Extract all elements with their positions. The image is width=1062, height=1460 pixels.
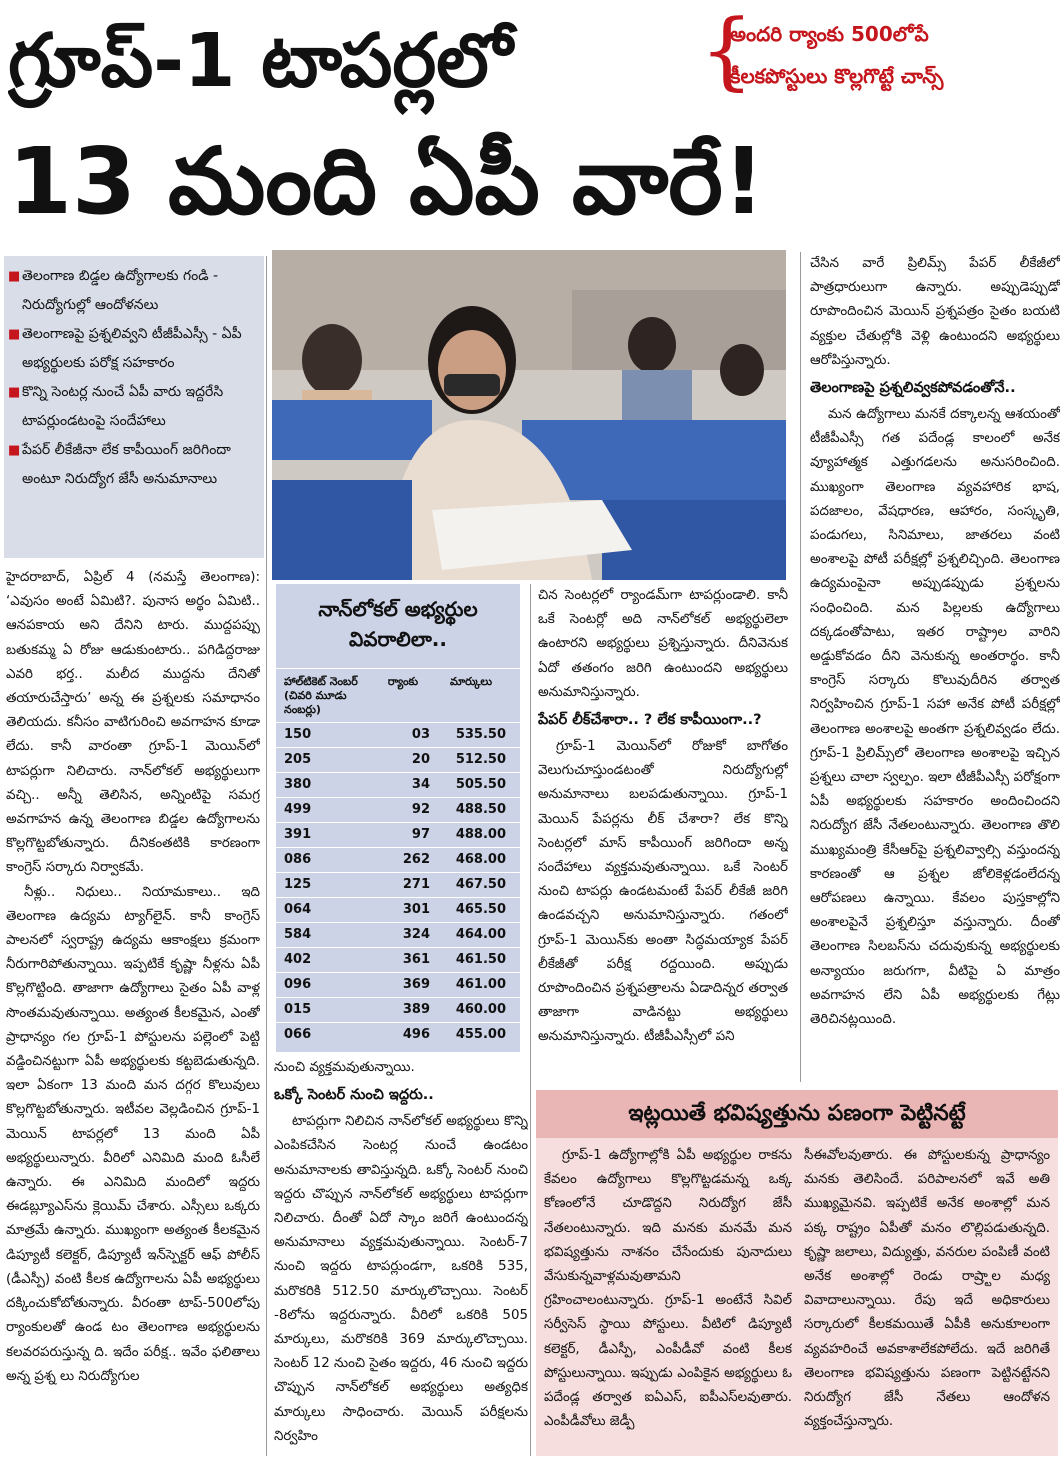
paragraph: మన ఉద్యోగాలు మనకే దక్కాలన్న ఆశయంతో టీజీపీఎస్సీ గత పదేండ్ల కాలంలో అనేక వ్యూహాత్మక ఎత్తుగడలను అనుసరించింది. ముఖ్యంగా తెలంగాణ వ్యవహారిక భాష, పదజాలం, వేషధారణ, ఆహారం, సంస్కృతి, పండుగలు, సినిమాలు, జాతరలు వంటి అంశాలపై పోటీ పరీక్షల్లో ప్రశ్నలిచ్చింది. తెలంగాణ ఉద్యమంపైనా అప్పుడప్పుడు ప్రశ్నలను సంధించింది. మన పిల్లలకు ఉద్యోగాలు దక్కడంతోపాటు, ఇతర రాష్ట్రాల వారిని అడ్డుకోవడం దీని వెనుకున్న అంతరార్థం. కానీ కాంగ్రెస్‌ సర్కారు కొలువుదీరిన తర్వాత నిర్వహించిన గ్రూప్‌-1 సహా అనేక పోటీ పరీక్షల్లో తెలంగాణ అంశాలపై అంతగా ప్రశ్నలివ్వడం లేదు. గ్రూప్‌-1 ప్రిలిమ్స్‌లో తెలంగాణ అంశాలపై ఇచ్చిన ప్రశ్నలు చాలా స్వల్పం. ఇలా టీజీపీఎస్సీ పరోక్షంగా ఏపీ అభ్యర్థులకు సహకారం అందించిందని నిరుద్యోగ జేసీ నేతలంటున్నారు. తెలంగాణ తొలి ముఖ్యమంత్రి కేసీఆర్‌పై ప్రశ్నలివ్వాల్సి వస్తుందన్న కారణంతో ఆ ప్రశ్నల జోలికెళ్లడంలేదన్న ఆరోపణలు ఉన్నాయి. కేవలం పుస్తకాల్లోని అంశాలపైనే ప్రశ్నలిస్తూ వస్తున్నారు. దీంతో తెలంగాణ సిలబస్‌ను చదువుకున్న అభ్యర్థులకు అన్యాయం జరుగగా, వీటిపై ఏ మాత్రం అవగాహన లేని ఏపీ అభ్యర్థులకు గేట్లు తెరిచినట్లయింది. [810, 407, 1060, 1028]
rank-cell: 271 [402, 877, 430, 892]
paragraph: చిన సెంటర్లలో ర్యాండమ్‌గా టాపర్లుండాలి. కానీ ఒకే సెంటర్లో అది నాన్‌లోకల్‌ అభ్యర్థులెలా ఉంటారని అభ్యర్థులు ప్రశ్నిస్తున్నారు. దీనివెనుక ఏదో తతంగం జరిగి ఉంటుందని అభ్యర్థులు అనుమానిస్తున్నారు. [538, 588, 788, 700]
paragraph: చేసిన వారే ప్రిలిమ్స్‌ పేపర్‌ లీకేజీలో పాత్రధారులుగా ఉన్నారు. అప్పుడెప్పుడో రూపొందించిన మెయిన్‌ ప్రశ్నపత్రం సైతం బయటి వ్యక్తుల చేతుల్లోకి వెళ్లి ఉంటుందని అభ్యర్థులు ఆరోపిస్తున్నారు. [810, 256, 1060, 368]
rank-cell: 324 [402, 927, 430, 942]
hallticket-cell: 015 [284, 1002, 312, 1017]
rank-cell: 97 [411, 827, 430, 842]
rank-cell: 34 [411, 777, 430, 792]
nonlocal-candidates-table [276, 584, 520, 1052]
paragraph: హైదరాబాద్‌, ఏప్రిల్‌ 4 (నమస్తే తెలంగాణ): ‘ఎవుసం అంటే ఏమిటి?. పునాస అర్థం ఏమిటి.. ఆనపకాయ అని దేనిని టారు. ముద్దపప్పు బతుకమ్మ ఏ రోజు ఆడుకుంటారు.. పగిడిద్దరాజు ఎవరి భర్త.. మలీద ముద్దను దేనితో తయారుచేస్తారు’ అన్న ఈ ప్రశ్నలకు సమాధానం తెలియదు. కనీసం వాటిగురించి అవగాహన కూడా లేదు. కానీ వారంతా గ్రూప్‌-1 మెయిన్‌లో టాపర్లుగా నిలిచారు. నాన్‌లోకల్‌ అభ్యర్థులుగా వచ్చి.. అన్నీ తెలిసిన, అన్నింటిపై సమగ్ర అవగాహన ఉన్న తెలంగాణ బిడ్డల ఉద్యోగాలను కొల్లగొట్టబోతున్నారు. దీనికంతటికి కారణంగా కాంగ్రెస్‌ సర్కారు నిర్వాకమే. [6, 570, 260, 876]
hallticket-cell: 380 [284, 777, 312, 792]
rank-cell: 496 [402, 1027, 430, 1042]
sidebar-box [536, 1090, 1058, 1456]
marks-cell: 488.00 [455, 827, 506, 842]
subheading: ఒక్కో సెంటర్‌ నుంచి ఇద్దరు.. [274, 1087, 434, 1104]
hallticket-cell: 066 [284, 1027, 312, 1042]
hallticket-cell: 205 [284, 752, 312, 767]
column-divider [266, 256, 267, 1456]
article-column-3 [538, 584, 788, 1084]
table-row [276, 772, 520, 797]
marks-cell: 535.50 [455, 727, 506, 742]
table-row [276, 847, 520, 872]
subheading: తెలంగాణపై ప్రశ్నలివ్వకపోవడంతోనే.. [810, 380, 1016, 397]
rank-cell: 20 [411, 752, 430, 767]
table-title: నాన్‌లోకల్‌ అభ్యర్థుల వివరాలిలా.. [318, 597, 478, 651]
hallticket-cell: 402 [284, 952, 312, 967]
marks-cell: 464.00 [455, 927, 506, 942]
hallticket-cell: 064 [284, 902, 312, 917]
photo-illustration [272, 250, 786, 580]
kicker-line-1: అందరి ర్యాంకు 500లోపే [730, 22, 929, 46]
marks-cell: 465.50 [455, 902, 506, 917]
marks-cell: 461.00 [455, 977, 506, 992]
headline-line-1: గ్రూప్‌-1 టాపర్లలో [8, 18, 513, 104]
article-column-4 [810, 252, 1060, 1084]
table-row [276, 997, 520, 1022]
table-row [276, 797, 520, 822]
table-row [276, 897, 520, 922]
marks-cell: 505.50 [455, 777, 506, 792]
bullet-icon: ■ [8, 443, 21, 458]
table-row [276, 972, 520, 997]
sidebar-box-column-1 [544, 1144, 792, 1450]
highlight-item [8, 320, 260, 378]
bullet-icon: ■ [8, 385, 21, 400]
table-row [276, 747, 520, 772]
table-row [276, 872, 520, 897]
col-header-marks: మార్కులు [449, 675, 493, 688]
column-divider [530, 584, 531, 1456]
headline-line-2: 13 మంది ఏపీ వారే! [8, 128, 765, 235]
table-row [276, 1022, 520, 1047]
marks-cell: 455.00 [455, 1027, 506, 1042]
table-body [276, 722, 520, 1047]
hallticket-cell: 086 [284, 852, 312, 867]
kicker-line-2: కీలకపోస్టులు కొల్లగొట్టే చాన్స్‌ [730, 64, 944, 88]
highlight-text: కొన్ని సెంటర్ల నుంచే ఏపీ వారు ఇద్దరేసి టాపర్లుండటంపై సందేహాలు [22, 384, 224, 429]
marks-cell: 461.50 [455, 952, 506, 967]
table-row [276, 922, 520, 947]
article-column-2 [274, 1056, 528, 1456]
exam-hall-photo [272, 250, 786, 580]
col-header-rank: ర్యాంకు [387, 675, 419, 688]
hallticket-cell: 150 [284, 727, 312, 742]
highlight-text: తెలంగాణపై ప్రశ్నలివ్వని టీజీపీఎస్సీ - ఏపీ అభ్యర్థులకు పరోక్ష సహకారం [22, 326, 242, 371]
hallticket-cell: 584 [284, 927, 312, 942]
paragraph: టాపర్లుగా నిలిచిన నాన్‌లోకల్‌ అభ్యర్థులు కొన్ని ఎంపికచేసిన సెంటర్ల నుంచే ఉండటం అనుమానాలకు తావిస్తున్నది. ఒక్కో సెంటర్‌ నుంచి ఇద్దరు చొప్పున నాన్‌లోకల్‌ అభ్యర్థులు టాపర్లుగా నిలిచారు. దీంతో ఏదో స్కాం జరిగే ఉంటుందన్న అనుమానాలు వ్యక్తమవుతున్నాయి. సెంటర్‌-7 నుంచి ఇద్దరు టాపర్లుండగా, ఒకరికి 535, మరొకరికి 512.50 మార్కులొచ్చాయి. సెంటర్‌ -8లోను ఇద్దరున్నారు. వీరిలో ఒకరికి 505 మార్కులు, మరొకరికి 369 మార్కులొచ్చాయి. సెంటర్‌ 12 నుంచి సైతం ఇద్దరు, 46 నుంచి ఇద్దరు చొప్పున నాన్‌లోకల్‌ అభ్యర్థులు అత్యధిక మార్కులు సాధించారు. మెయిన్‌ పరీక్షలను నిర్వహిం [274, 1114, 528, 1444]
highlights-box [4, 256, 264, 558]
kicker-box [700, 1, 1056, 100]
hallticket-cell: 391 [284, 827, 312, 842]
paragraph: గ్రూప్‌-1 మెయిన్‌లో రోజుకో బాగోతం వెలుగుచూస్తుండటంతో నిరుద్యోగుల్లో అనుమానాలు బలపడుతున్నాయి. గ్రూప్‌-1 మెయిన్‌ పేపర్లను లీక్‌ చేశారా? లేక కొన్ని సెంటర్లలో మాస్‌ కాపీయింగ్‌ జరిగిందా అన్న సందేహాలు వ్యక్తమవుతున్నాయి. ఒకే సెంటర్‌ నుంచి టాపర్లు ఉండటమంటే పేపర్‌ లీకేజీ జరిగి ఉండవచ్చని అనుమానిస్తున్నారు. గతంలో గ్రూప్‌-1 మెయిన్‌కు అంతా సిద్ధమయ్యాక పేపర్‌ లీకేజీతో పరీక్ష రద్దయింది. అప్పుడు రూపొందించిన ప్రశ్నపత్రాలను ఏడాదిన్నర తర్వాత తాజాగా వాడినట్టు అభ్యర్థులు అనుమానిస్తున్నారు. టీజీపీఎస్సీలో పని [538, 739, 788, 1045]
hallticket-cell: 499 [284, 802, 312, 817]
highlight-text: తెలంగాణ బిడ్డల ఉద్యోగాలకు గండి - నిరుద్యోగుల్లో ఆందోళనలు [22, 268, 219, 313]
highlight-item [8, 436, 260, 494]
highlight-text: పేపర్‌ లీకేజీనా లేక కాపీయింగ్‌ జరిగిందా అంటూ నిరుద్యోగ జేసీ అనుమానాలు [22, 442, 231, 487]
table-row [276, 722, 520, 747]
highlight-item [8, 262, 260, 320]
marks-cell: 467.50 [455, 877, 506, 892]
rank-cell: 262 [402, 852, 430, 867]
rank-cell: 361 [402, 952, 430, 967]
marks-cell: 488.50 [455, 802, 506, 817]
marks-cell: 468.00 [455, 852, 506, 867]
rank-cell: 301 [402, 902, 430, 917]
col-header-hallticket: హాల్‌టికెట్‌ నెంబర్‌ (చివరి మూడు నంబర్లు) [284, 675, 358, 716]
rank-cell: 03 [411, 727, 430, 742]
highlight-item [8, 378, 260, 436]
sidebar-box-column-2 [804, 1144, 1050, 1450]
hallticket-cell: 125 [284, 877, 312, 892]
marks-cell: 512.50 [455, 752, 506, 767]
paragraph: గ్రూప్‌-1 ఉద్యోగాల్లోకి ఏపీ అభ్యర్థుల రాకను కేవలం ఉద్యోగాలు కొల్లగొట్టడమన్న ఒక్క కోణంలోనే చూడొద్దని నిరుద్యోగ జేసీ నేతలంటున్నారు. ఇది మనకు మనమే మన భవిష్యత్తును నాశనం చేసేందుకు పునాదులు వేసుకున్నవాళ్లమవుతామని గ్రహించాలంటున్నారు. గ్రూప్‌-1 అంటేనే సివిల్‌ సర్వీసెస్‌ స్థాయి పోస్టులు. వీటిలో డిప్యూటీ కలెక్టర్‌, డీఎస్పీ, ఎంపీడీవో వంటి కీలక పోస్టులున్నాయి. ఇప్పుడు ఎంపికైన అభ్యర్థులు ఓ పదేండ్ల తర్వాత ఐఏఎస్‌, ఐపీఎస్‌లవుతారు. ఎంపీడీవోలు జెడ్పీ [544, 1148, 792, 1430]
bullet-icon: ■ [8, 327, 21, 342]
sidebar-box-title: ఇట్లయితే భవిష్యత్తును పణంగా పెట్టినట్టే [536, 1090, 1058, 1138]
rank-cell: 369 [402, 977, 430, 992]
rank-cell: 92 [411, 802, 430, 817]
column-divider [800, 252, 801, 1082]
table-row [276, 822, 520, 847]
paragraph: నీళ్లు.. నిధులు.. నియామకాలు.. ఇది తెలంగాణ ఉద్యమ ట్యాగ్‌లైన్‌. కానీ కాంగ్రెస్‌ పాలనలో స్వరాష్ట్ర ఉద్యమ ఆకాంక్షలు క్రమంగా నీరుగారిపోతున్నాయి. ఇప్పటికే కృష్ణా నీళ్లను ఏపీ కొల్లగొట్టింది. తాజాగా ఉద్యోగాలు సైతం ఏపీ వాళ్ల సొంతమవుతున్నాయి. అత్యంత కీలకమైన, ఎంతో ప్రాధాన్యం గల గ్రూప్‌-1 పోస్టులను పల్లెంలో పెట్టి వడ్డించినట్టుగా ఏపీ అభ్యర్థులకు కట్టబెడుతున్నది. ఇలా ఏకంగా 13 మంది మన దగ్గర కొలువులు కొల్లగొట్టబోతున్నారు. ఇటీవల వెల్లడించిన గ్రూప్‌-1 మెయిన్‌ టాపర్లలో 13 మంది ఏపీ అభ్యర్థులున్నారు. వీరిలో ఎనిమిది మంది ఓసీలే ఉన్నారు. ఈ ఎనిమిది మందిలో ఇద్దరు ఈడబ్ల్యూఎస్‌ను క్లెయిమ్‌ చేశారు. ఎస్సీలు ఒక్కరు మాత్రమే ఉన్నారు. ముఖ్యంగా అత్యంత కీలకమైన డిప్యూటీ కలెక్టర్‌, డిప్యూటీ ఇన్‌స్పెక్టర్‌ ఆఫ్‌ పోలీస్‌ (డీఎస్పీ) వంటి కీలక ఉద్యోగాలను ఏపీ అభ్యర్థులు దక్కించుకోబోతున్నారు. వీరంతా టాప్‌-500లోపు ర్యాంకులతో ఉండ టం తెలంగాణ అభ్యర్థులను కలవరపరుస్తున్న ది. ఇదేం పరీక్ష.. ఇవేం ఫలితాలు అన్న ప్రశ్న లు నిరుద్యోగుల [6, 884, 260, 1384]
table-header [276, 668, 520, 722]
marks-cell: 460.00 [455, 1002, 506, 1017]
brace-icon: { [700, 1, 754, 99]
hallticket-cell: 096 [284, 977, 312, 992]
article-column-1 [6, 566, 260, 1456]
table-row [276, 947, 520, 972]
paragraph: నుంచి వ్యక్తమవుతున్నాయి. [274, 1060, 415, 1075]
paragraph: సీఈవోలవుతారు. ఈ పోస్టులకున్న ప్రాధాన్యం మనకు తెలిసిందే. పరిపాలనలో ఇవే అతి ముఖ్యమైనవి. ఇప్పటికే అనేక అంశాల్లో మన పక్క రాష్ట్రం ఏపీతో మనం లొల్లిపడుతున్నది. కృష్ణా జలాలు, విద్యుత్తు, వనరుల పంపిణీ వంటి అనేక అంశాల్లో రెండు రాష్ర్టాల మధ్య వివాదాలున్నాయి. రేపు ఇదే అధికారులు సర్కారులో కీలకమయితే ఏపీకి అనుకూలంగా వ్యవహరించే అవకాశాలేకపోలేదు. ఇదే జరిగితే తెలంగాణ భవిష్యత్తును పణంగా పెట్టినట్టేనని నిరుద్యోగ జేసీ నేతలు ఆందోళన వ్యక్తంచేస్తున్నారు. [804, 1148, 1050, 1430]
bullet-icon: ■ [8, 269, 21, 284]
subheading: పేపర్‌ లీక్‌చేశారా.. ? లేక కాపీయింగా..? [538, 712, 762, 729]
rank-cell: 389 [402, 1002, 430, 1017]
